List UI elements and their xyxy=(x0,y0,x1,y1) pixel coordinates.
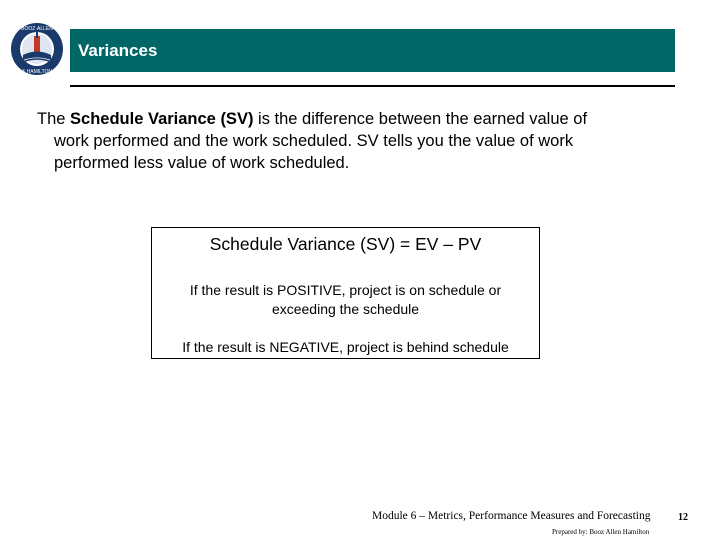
title-bar xyxy=(70,29,675,72)
positive-result-note xyxy=(152,281,539,319)
footer-prepared-by: Prepared by: Booz Allen Hamilton xyxy=(552,528,650,536)
negative-result-note: If the result is NEGATIVE, project is behind schedule xyxy=(182,339,509,355)
positive-line-1: If the result is POSITIVE, project is on schedule or xyxy=(189,282,502,298)
slide-title: Variances xyxy=(78,41,158,60)
intro-line-1-rest: is the difference between the earned value of xyxy=(253,110,588,128)
positive-line-2: exceeding the schedule xyxy=(271,301,420,317)
footer-module: Module 6 – Metrics, Performance Measures and Forecasting xyxy=(372,510,651,522)
svg-text:BOOZ·ALLEN: BOOZ·ALLEN xyxy=(21,26,53,32)
schedule-variance-term: Schedule Variance (SV) xyxy=(70,110,254,128)
intro-paragraph xyxy=(37,108,677,174)
booz-allen-hamilton-logo xyxy=(10,22,64,76)
title-divider xyxy=(70,85,675,87)
intro-line-1 xyxy=(37,108,677,130)
page-number: 12 xyxy=(678,512,688,523)
intro-line-3: performed less value of work scheduled. xyxy=(54,154,350,172)
intro-prefix: The xyxy=(37,110,71,128)
svg-text:& HAMILTON: & HAMILTON xyxy=(21,69,53,75)
intro-line-2: work performed and the work scheduled. SV tells you the value of work xyxy=(54,132,574,150)
sv-formula: Schedule Variance (SV) = EV – PV xyxy=(209,234,482,254)
formula-box xyxy=(151,227,540,359)
